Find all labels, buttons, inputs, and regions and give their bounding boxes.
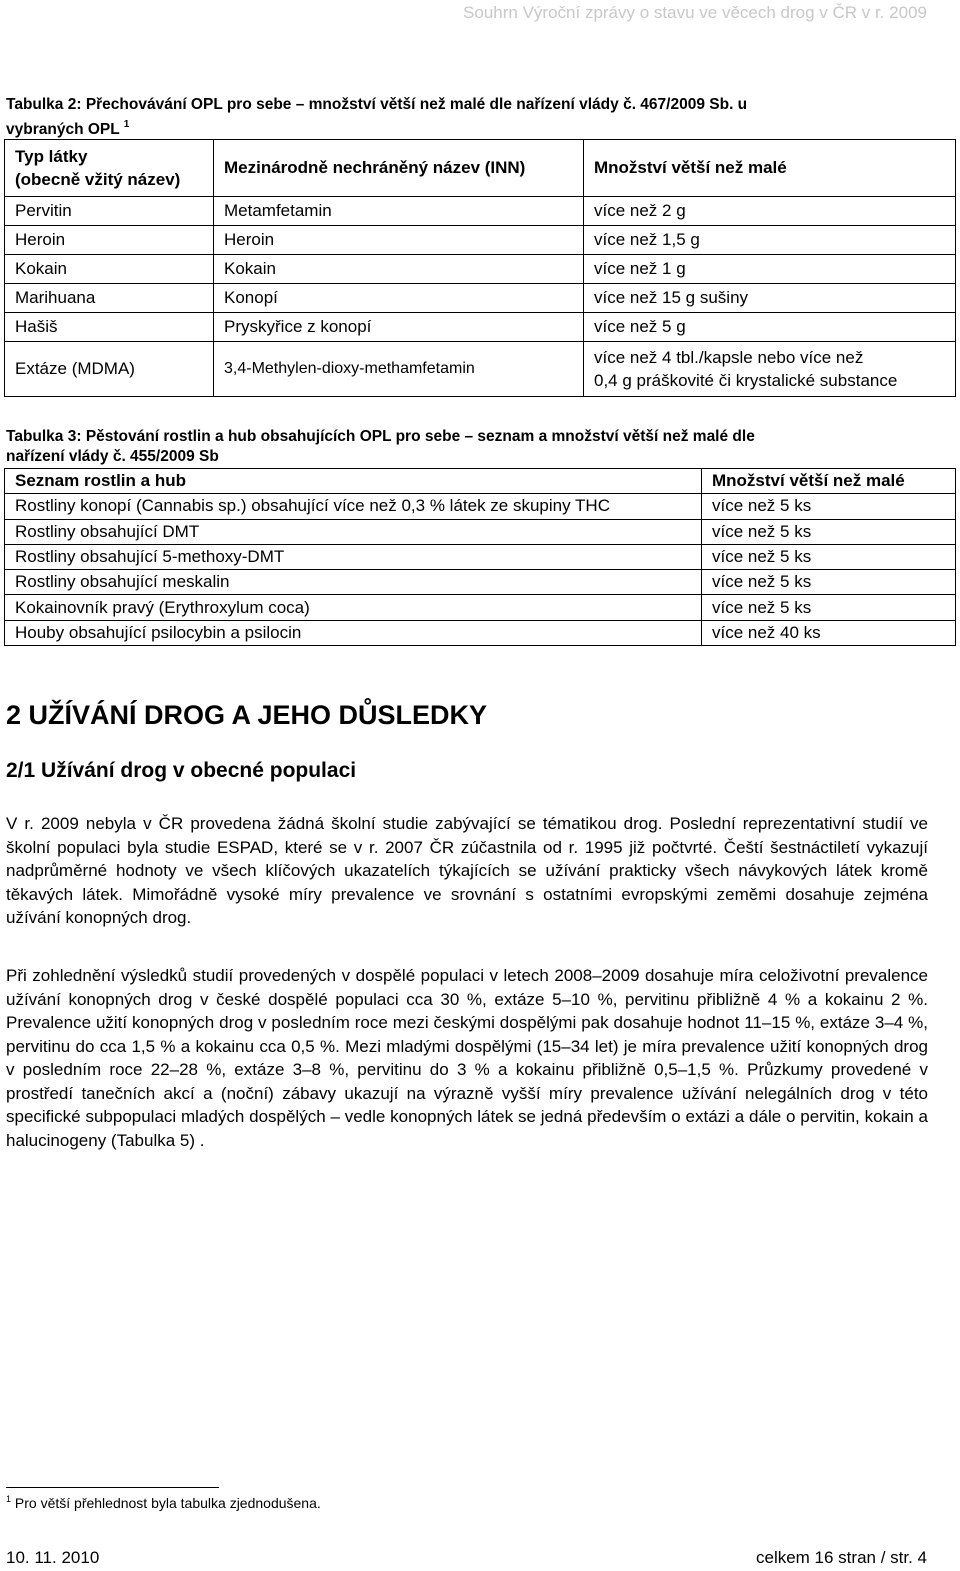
cell-plant: Rostliny konopí (Cannabis sp.) obsahující více než 0,3 % látek ze skupiny THC	[15, 496, 610, 516]
cell-amount: více než 15 g sušiny	[594, 288, 749, 307]
table2-caption-line1: Tabulka 2: Přechovávání OPL pro sebe – množství větší než malé dle nařízení vlády č. 467/2009 Sb. u	[6, 96, 748, 113]
table-row	[5, 620, 956, 645]
table-row	[5, 313, 956, 342]
table-row	[5, 284, 956, 313]
cell-amount: více než 1,5 g	[594, 230, 700, 249]
table-row	[5, 519, 956, 544]
cell-inn: Kokain	[224, 259, 276, 278]
table-row	[5, 255, 956, 284]
table-header-row	[5, 140, 956, 197]
table-row	[5, 544, 956, 569]
section-heading: 2 UŽÍVÁNÍ DROG A JEHO DŮSLEDKY	[6, 700, 488, 730]
table-cell	[702, 494, 956, 519]
cell-amount: více než 1 g	[594, 259, 686, 278]
footer-date: 10. 11. 2010	[6, 1548, 100, 1567]
cell-inn: Pryskyřice z konopí	[224, 317, 372, 336]
header-plants: Seznam rostlin a hub	[15, 471, 186, 491]
table-cell	[214, 197, 584, 226]
table-cell	[214, 342, 584, 397]
cell-amount: více než 2 g	[594, 201, 686, 220]
table-possession-limits	[4, 139, 956, 397]
footnote-text: Pro větší přehlednost byla tabulka zjednodušena.	[11, 1495, 321, 1511]
table-cell	[5, 595, 702, 620]
footnote-divider	[6, 1487, 219, 1488]
header-cell	[584, 140, 956, 197]
table-cell	[584, 197, 956, 226]
header-type-line1: Typ látky	[15, 147, 88, 166]
header-cell	[214, 140, 584, 197]
table-cell	[702, 544, 956, 569]
cell-type: Extáze (MDMA)	[15, 359, 135, 378]
cell-type: Marihuana	[15, 288, 96, 307]
paragraph-school-surveys: V r. 2009 nebyla v ČR provedena žádná školní studie zabývající se tématikou drog. Poslední reprezentativní studií ve školní populaci byla studie ESPAD, které se v r. 2007 ČR zúčastnila od r. 1995 již počtvrté. Čeští šestnáctiletí vykazují nadprůměrné hodnoty ve všech klíčových ukazatelích týkajících se užívání prakticky všech návykových látek kromě těkavých látek. Mimořádně vysoké míry prevalence ve srovnání s ostatními evropskými zeměmi dosahuje zejména užívání konopných drog.	[6, 814, 928, 927]
footnote	[6, 1494, 321, 1511]
cell-inn: 3,4-Methylen-dioxy-methamfetamin	[224, 360, 475, 377]
cell-plant: Rostliny obsahující 5-methoxy-DMT	[15, 547, 285, 567]
cell-plant: Kokainovník pravý (Erythroxylum coca)	[15, 597, 310, 617]
table-cell	[5, 519, 702, 544]
subsection-heading: 2/1 Užívání drog v obecné populaci	[6, 759, 357, 782]
table-row	[5, 570, 956, 595]
table3-caption-line2: nařízení vlády č. 455/2009 Sb	[6, 448, 219, 465]
header-amount: Množství větší než malé	[712, 471, 905, 491]
cell-amount: více než 5 ks	[712, 521, 812, 541]
cell-plant: Rostliny obsahující DMT	[15, 521, 200, 541]
table-row	[5, 342, 956, 397]
table-cell	[5, 494, 702, 519]
table-row	[5, 226, 956, 255]
table2-caption	[6, 95, 906, 140]
cell-plant: Rostliny obsahující meskalin	[15, 572, 230, 592]
table-cell	[702, 519, 956, 544]
table-row	[5, 197, 956, 226]
cell-amount: více než 5 ks	[712, 547, 812, 567]
cell-amount-line1: více než 4 tbl./kapsle nebo více než	[594, 348, 864, 367]
paragraph-adult-prevalence: Při zohlednění výsledků studií provedených v dospělé populaci v letech 2008–2009 dosahuje míra celoživotní prevalence užívání konopných drog v české dospělé populaci cca 30 %, extáze 5–10 %, pervitinu přibližně 4 % a kokainu 2 %. Prevalence užití konopných drog v posledním roce mezi českými dospělými pak dosahuje hodnot 11–15 %, extáze 3–4 %, pervitinu do cca 1,5 % a kokainu cca 0,5 %. Mezi mladými dospělými (15–34 let) je míra prevalence užití konopných drog v posledním roce 22–28 %, extáze 3–8 %, pervitinu do 3 % a kokainu přibližně 0,5–1,5 %. Průzkumy provedené v prostředí tanečních akcí a (noční) zábavy ukazují na výrazně vyšší míry prevalence užívání nelegálních drog v této specifické subpopulaci mladých dospělých – vedle konopných látek se jedná především o extázi a dále o pervitin, kokain a halucinogeny (Tabulka 5) .	[6, 966, 928, 1150]
table-cell	[5, 255, 214, 284]
table-cell	[214, 226, 584, 255]
header-amount: Množství větší než malé	[594, 158, 787, 177]
table-cell	[584, 313, 956, 342]
table3-caption-line1: Tabulka 3: Pěstování rostlin a hub obsahujících OPL pro sebe – seznam a množství větší než malé dle	[6, 428, 755, 445]
cell-amount-line2: 0,4 g práškovité či krystalické substance	[594, 371, 898, 390]
cell-plant: Houby obsahující psilocybin a psilocin	[15, 622, 302, 642]
table-cultivation-limits	[4, 468, 956, 646]
cell-type: Hašiš	[15, 317, 58, 336]
table-cell	[584, 342, 956, 397]
table-cell	[584, 226, 956, 255]
table-cell	[5, 544, 702, 569]
cell-amount: více než 5 ks	[712, 597, 812, 617]
header-type-line2: (obecně vžitý název)	[15, 170, 181, 189]
cell-inn: Metamfetamin	[224, 201, 332, 220]
table-row	[5, 595, 956, 620]
table-cell	[214, 313, 584, 342]
cell-inn: Konopí	[224, 288, 278, 307]
header-cell	[5, 140, 214, 197]
cell-amount: více než 5 ks	[712, 572, 812, 592]
table-cell	[5, 570, 702, 595]
table-cell	[5, 284, 214, 313]
table-cell	[702, 570, 956, 595]
table-header-row	[5, 469, 956, 494]
cell-type: Pervitin	[15, 201, 72, 220]
cell-type: Heroin	[15, 230, 66, 249]
table-cell	[5, 342, 214, 397]
footnote-ref: 1	[123, 119, 130, 130]
footer-page-number: celkem 16 stran / str. 4	[755, 1548, 927, 1567]
table-cell	[5, 620, 702, 645]
table-row	[5, 494, 956, 519]
table-cell	[214, 284, 584, 313]
header-cell	[5, 469, 702, 494]
table-cell	[5, 226, 214, 255]
cell-inn: Heroin	[224, 230, 275, 249]
cell-amount: více než 40 ks	[712, 622, 821, 642]
footnote-marker: 1	[6, 1494, 12, 1504]
table-cell	[214, 255, 584, 284]
header-inn: Mezinárodně nechráněný název (INN)	[224, 158, 526, 177]
table-cell	[584, 255, 956, 284]
running-header: Souhrn Výroční zprávy o stavu ve věcech drog v ČR v r. 2009	[463, 3, 927, 22]
header-cell	[702, 469, 956, 494]
table-cell	[702, 620, 956, 645]
table3-caption	[6, 427, 906, 467]
table-cell	[5, 313, 214, 342]
table-cell	[702, 595, 956, 620]
table-cell	[5, 197, 214, 226]
cell-type: Kokain	[15, 259, 67, 278]
table2-caption-line2: vybraných OPL	[6, 121, 120, 138]
cell-amount: více než 5 ks	[712, 496, 812, 516]
cell-amount: více než 5 g	[594, 317, 686, 336]
table-cell	[584, 284, 956, 313]
